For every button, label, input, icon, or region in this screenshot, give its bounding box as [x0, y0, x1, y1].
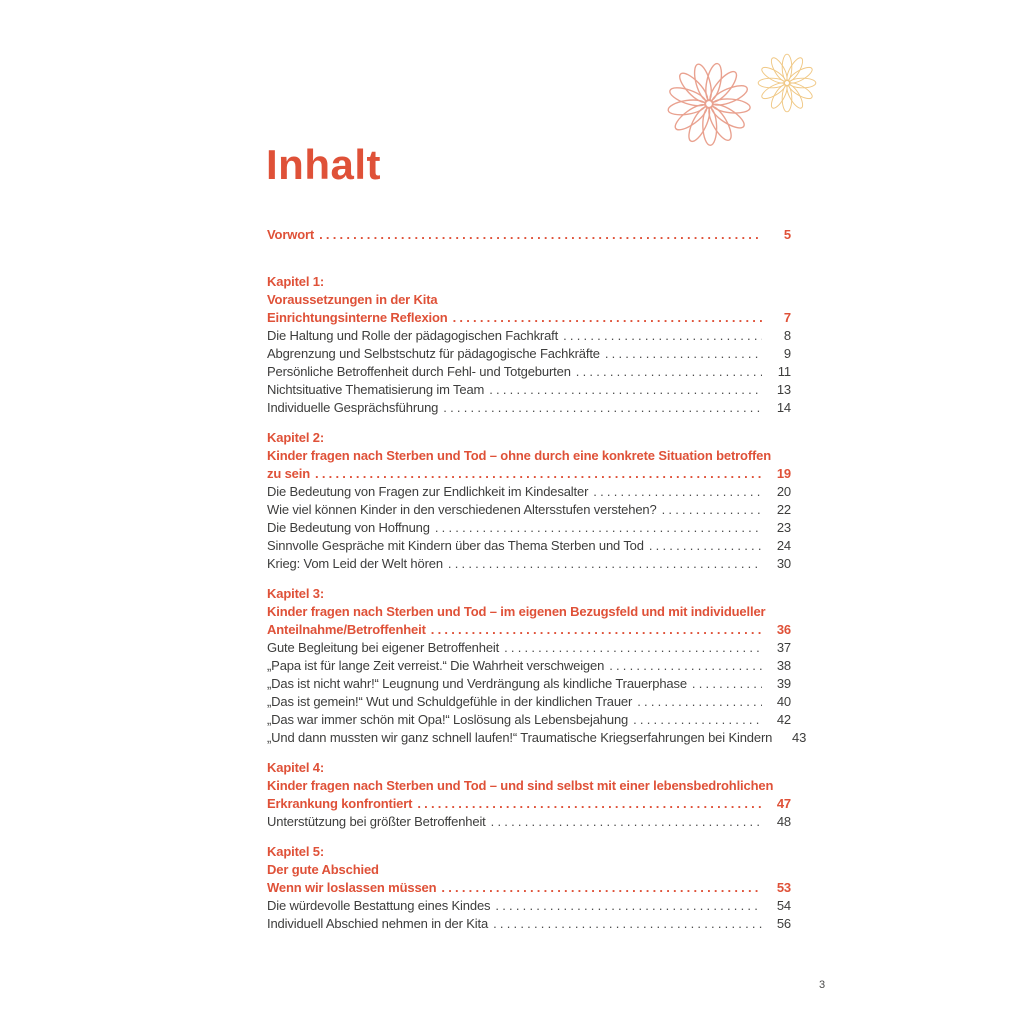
toc-entry-page: 13 — [776, 382, 791, 397]
dot-leader — [435, 519, 762, 537]
toc-row — [267, 399, 791, 417]
dot-leader — [441, 879, 762, 897]
toc-entry-page: 7 — [783, 310, 791, 325]
dot-leader — [319, 226, 762, 244]
toc-entry-title: Kapitel 3: — [267, 586, 325, 601]
toc-entry-title: Die Bedeutung von Fragen zur Endlichkeit im Kindesalter — [267, 484, 589, 499]
toc-row — [267, 447, 791, 465]
toc-row — [267, 657, 791, 675]
toc-entry-page: 48 — [776, 814, 791, 829]
toc-row — [267, 693, 791, 711]
page-title: Inhalt — [266, 141, 381, 189]
toc-block-kapitel-4 — [267, 759, 791, 831]
dot-leader — [692, 675, 762, 693]
toc-entry-title: Krieg: Vom Leid der Welt hören — [267, 556, 443, 571]
toc-entry-page: 37 — [776, 640, 791, 655]
toc-block-kapitel-1 — [267, 273, 791, 417]
dot-leader — [453, 309, 762, 327]
toc-row — [267, 729, 807, 747]
toc-row — [267, 777, 791, 795]
toc-entry-title: Die Haltung und Rolle der pädagogischen Fachkraft — [267, 328, 559, 343]
daisy-flower-icon — [666, 61, 752, 147]
toc-row — [267, 675, 791, 693]
dot-leader — [443, 399, 762, 417]
toc-row — [267, 429, 791, 447]
dot-leader — [431, 621, 762, 639]
toc-entry-title: Wenn wir loslassen müssen — [267, 880, 437, 895]
toc-row — [267, 291, 791, 309]
toc-entry-title: Unterstützung bei größter Betroffenheit — [267, 814, 486, 829]
toc-entry-title: Anteilnahme/Betroffenheit — [267, 622, 426, 637]
dot-leader — [637, 693, 762, 711]
toc-entry-title: Die würdevolle Bestattung eines Kindes — [267, 898, 491, 913]
dot-leader — [489, 381, 762, 399]
dot-leader — [633, 711, 762, 729]
dot-leader — [609, 657, 762, 675]
toc-entry-page: 9 — [783, 346, 791, 361]
toc-row — [267, 555, 791, 573]
toc-row — [267, 345, 791, 363]
toc-entry-title: Erkrankung konfrontiert — [267, 796, 413, 811]
toc-entry-page: 47 — [776, 796, 791, 811]
toc-entry-page: 36 — [776, 622, 791, 637]
footer-page-number: 3 — [818, 979, 826, 991]
dot-leader — [576, 363, 762, 381]
dot-leader — [491, 813, 762, 831]
toc-entry-title: zu sein — [267, 466, 311, 481]
toc-entry-title: Kapitel 1: — [267, 274, 325, 289]
toc-block-vorwort — [267, 226, 791, 244]
toc-entry-title: „Papa ist für lange Zeit verreist.“ Die Wahrheit verschweigen — [267, 658, 605, 673]
toc-entry-page: 39 — [776, 676, 791, 691]
toc-entry-title: Kapitel 5: — [267, 844, 325, 859]
toc-row — [267, 501, 791, 519]
toc-entry-title: „Das ist nicht wahr!“ Leugnung und Verdrängung als kindliche Trauerphase — [267, 676, 687, 691]
daisy-flower-icon — [757, 53, 817, 113]
toc-entry-title: Kinder fragen nach Sterben und Tod – im eigenen Bezugsfeld und mit individueller — [267, 604, 766, 619]
toc-row — [267, 639, 791, 657]
toc-entry-title: „Das ist gemein!“ Wut und Schuldgefühle in der kindlichen Trauer — [267, 694, 633, 709]
toc-entry-page: 53 — [776, 880, 791, 895]
dot-leader — [315, 465, 762, 483]
toc-entry-page: 11 — [777, 364, 791, 379]
toc-entry-title: Abgrenzung und Selbstschutz für pädagogische Fachkräfte — [267, 346, 600, 361]
toc-block-kapitel-2 — [267, 429, 791, 573]
toc-row — [267, 711, 791, 729]
dot-leader — [417, 795, 762, 813]
toc-row — [267, 519, 791, 537]
toc-row — [267, 465, 791, 483]
dot-leader — [593, 483, 762, 501]
toc-row — [267, 309, 791, 327]
toc-row — [267, 759, 791, 777]
dot-leader — [662, 501, 762, 519]
toc-entry-title: Einrichtungsinterne Reflexion — [267, 310, 448, 325]
dot-leader — [605, 345, 762, 363]
toc-row — [267, 879, 791, 897]
toc-entry-title: Gute Begleitung bei eigener Betroffenheit — [267, 640, 500, 655]
toc-row — [267, 897, 791, 915]
toc-entry-page: 5 — [783, 227, 791, 242]
toc-entry-page: 8 — [783, 328, 791, 343]
toc-entry-title: Sinnvolle Gespräche mit Kindern über das Thema Sterben und Tod — [267, 538, 644, 553]
toc-row — [267, 585, 791, 603]
toc-entry-title: Kapitel 2: — [267, 430, 325, 445]
toc-entry-title: Nichtsituative Thematisierung im Team — [267, 382, 485, 397]
dot-leader — [504, 639, 762, 657]
toc-row — [267, 273, 791, 291]
toc-entry-title: Kinder fragen nach Sterben und Tod – und sind selbst mit einer lebensbedrohlichen — [267, 778, 774, 793]
toc-entry-page: 56 — [776, 916, 791, 931]
toc-block-kapitel-5 — [267, 843, 791, 933]
toc-row — [267, 621, 791, 639]
toc-entry-page: 42 — [776, 712, 791, 727]
dot-leader — [649, 537, 762, 555]
toc-entry-title: Wie viel können Kinder in den verschiedenen Altersstufen verstehen? — [267, 502, 657, 517]
toc — [267, 226, 807, 933]
toc-entry-page: 24 — [776, 538, 791, 553]
toc-entry-title: „Das war immer schön mit Opa!“ Loslösung als Lebensbejahung — [267, 712, 629, 727]
dot-leader — [495, 897, 762, 915]
toc-row — [267, 363, 791, 381]
toc-row — [267, 915, 791, 933]
toc-row — [267, 483, 791, 501]
toc-entry-page: 23 — [776, 520, 791, 535]
toc-row — [267, 603, 791, 621]
toc-entry-title: Die Bedeutung von Hoffnung — [267, 520, 430, 535]
toc-row — [267, 327, 791, 345]
toc-entry-title: Kapitel 4: — [267, 760, 325, 775]
toc-entry-page: 54 — [776, 898, 791, 913]
toc-entry-page: 14 — [776, 400, 791, 415]
toc-entry-page: 19 — [776, 466, 791, 481]
toc-entry-title: „Und dann mussten wir ganz schnell laufen!“ Traumatische Kriegserfahrungen bei Kindern — [267, 730, 773, 745]
toc-entry-page: 22 — [776, 502, 791, 517]
toc-row — [267, 843, 791, 861]
toc-entry-title: Voraussetzungen in der Kita — [267, 292, 438, 307]
toc-entry-page: 30 — [776, 556, 791, 571]
toc-row — [267, 226, 791, 244]
toc-row — [267, 381, 791, 399]
toc-entry-title: Persönliche Betroffenheit durch Fehl- und Totgeburten — [267, 364, 571, 379]
toc-row — [267, 795, 791, 813]
toc-row — [267, 861, 791, 879]
toc-row — [267, 537, 791, 555]
toc-entry-page: 38 — [776, 658, 791, 673]
dot-leader — [563, 327, 762, 345]
toc-entry-title: Individuelle Gesprächsführung — [267, 400, 439, 415]
toc-entry-page: 43 — [792, 730, 807, 745]
toc-entry-title: Individuell Abschied nehmen in der Kita — [267, 916, 489, 931]
toc-entry-page: 40 — [776, 694, 791, 709]
toc-block-kapitel-3 — [267, 585, 807, 747]
toc-row — [267, 813, 791, 831]
dot-leader — [493, 915, 762, 933]
toc-entry-title: Vorwort — [267, 227, 315, 242]
toc-entry-page: 20 — [776, 484, 791, 499]
toc-entry-title: Der gute Abschied — [267, 862, 379, 877]
toc-entry-title: Kinder fragen nach Sterben und Tod – ohne durch eine konkrete Situation betroffen — [267, 448, 772, 463]
dot-leader — [448, 555, 762, 573]
